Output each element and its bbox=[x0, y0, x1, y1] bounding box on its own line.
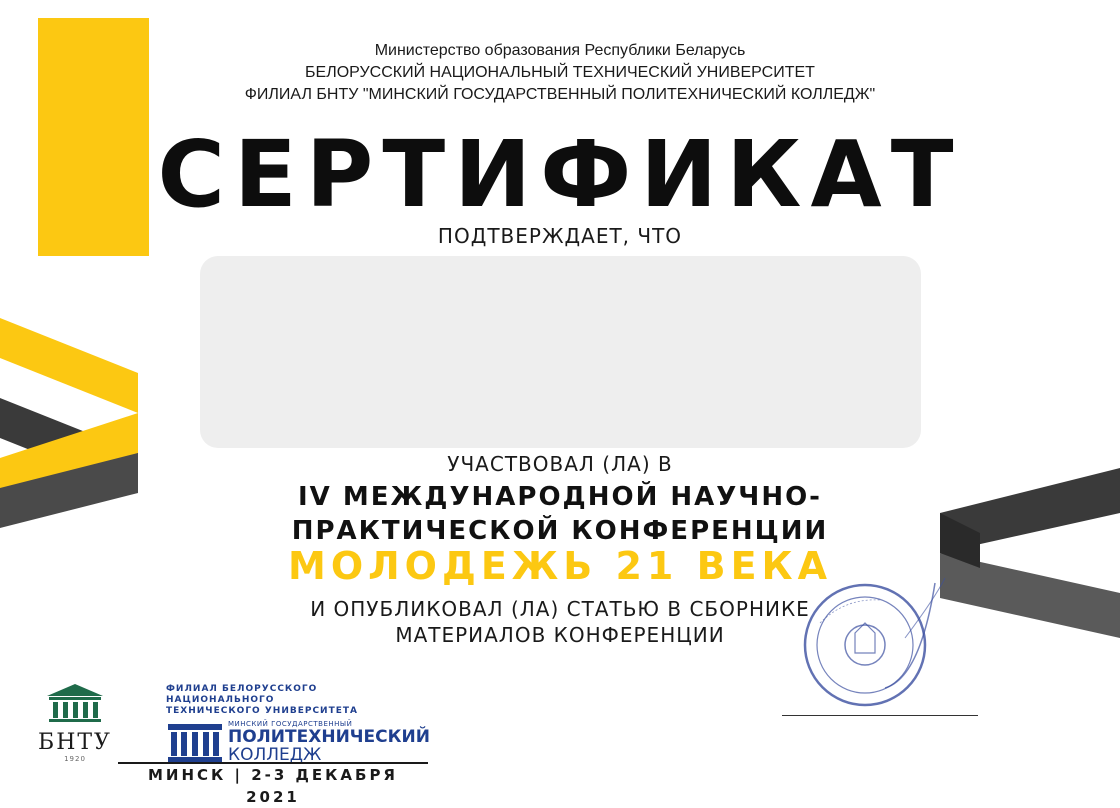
college-building-icon bbox=[166, 722, 224, 764]
footer-city-date: МИНСК | 2-3 ДЕКАБРЯ 2021 bbox=[118, 762, 428, 782]
branch-line: ФИЛИАЛ БНТУ "МИНСКИЙ ГОСУДАРСТВЕННЫЙ ПОЛИТЕХНИЧЕСКИЙ КОЛЛЕДЖ" bbox=[244, 86, 876, 103]
confirms-text: ПОДТВЕРЖДАЕТ, ЧТО bbox=[437, 224, 683, 248]
published-line2: МАТЕРИАЛОВ КОНФЕРЕНЦИИ bbox=[395, 623, 725, 647]
college-name-big: ПОЛИТЕХНИЧЕСКИЙ bbox=[228, 727, 430, 747]
college-logo bbox=[166, 684, 430, 765]
college-name-big2: КОЛЛЕДЖ bbox=[228, 745, 322, 765]
published-line1: И ОПУБЛИКОВАЛ (ЛА) СТАТЬЮ В СБОРНИКЕ bbox=[310, 597, 810, 621]
conference-name: МОЛОДЕЖЬ 21 ВЕКА bbox=[288, 544, 832, 588]
bntu-logo-text: БНТУ bbox=[38, 730, 112, 755]
issuer-header bbox=[0, 40, 1120, 106]
conference-title-line2: ПРАКТИЧЕСКОЙ КОНФЕРЕНЦИИ bbox=[291, 516, 829, 546]
college-branch-line2: ТЕХНИЧЕСКОГО УНИВЕРСИТЕТА bbox=[166, 706, 358, 716]
bntu-logo bbox=[30, 682, 120, 772]
conference-title bbox=[0, 480, 1120, 548]
official-stamp-icon bbox=[785, 578, 950, 708]
bntu-logo-year: 1920 bbox=[64, 755, 86, 763]
college-name bbox=[228, 720, 430, 764]
participated-text: УЧАСТВОВАЛ (ЛА) В bbox=[447, 452, 673, 476]
college-logo-row bbox=[166, 720, 430, 765]
signature-line bbox=[782, 715, 978, 716]
university-building-icon bbox=[45, 682, 105, 724]
recipient-name-box bbox=[200, 256, 921, 448]
published-text bbox=[0, 596, 1120, 648]
college-branch-line1: ФИЛИАЛ БЕЛОРУССКОГО НАЦИОНАЛЬНОГО bbox=[166, 684, 318, 705]
university-line: БЕЛОРУССКИЙ НАЦИОНАЛЬНЫЙ ТЕХНИЧЕСКИЙ УНИВЕРСИТЕТ bbox=[305, 64, 815, 81]
college-name-small: МИНСКИЙ ГОСУДАРСТВЕННЫЙ bbox=[228, 720, 353, 728]
conference-title-line1: IV МЕЖДУНАРОДНОЙ НАУЧНО- bbox=[298, 482, 822, 512]
ministry-line: Министерство образования Республики Беларусь bbox=[374, 42, 746, 59]
certificate-title: СЕРТИФИКАТ bbox=[157, 121, 963, 228]
